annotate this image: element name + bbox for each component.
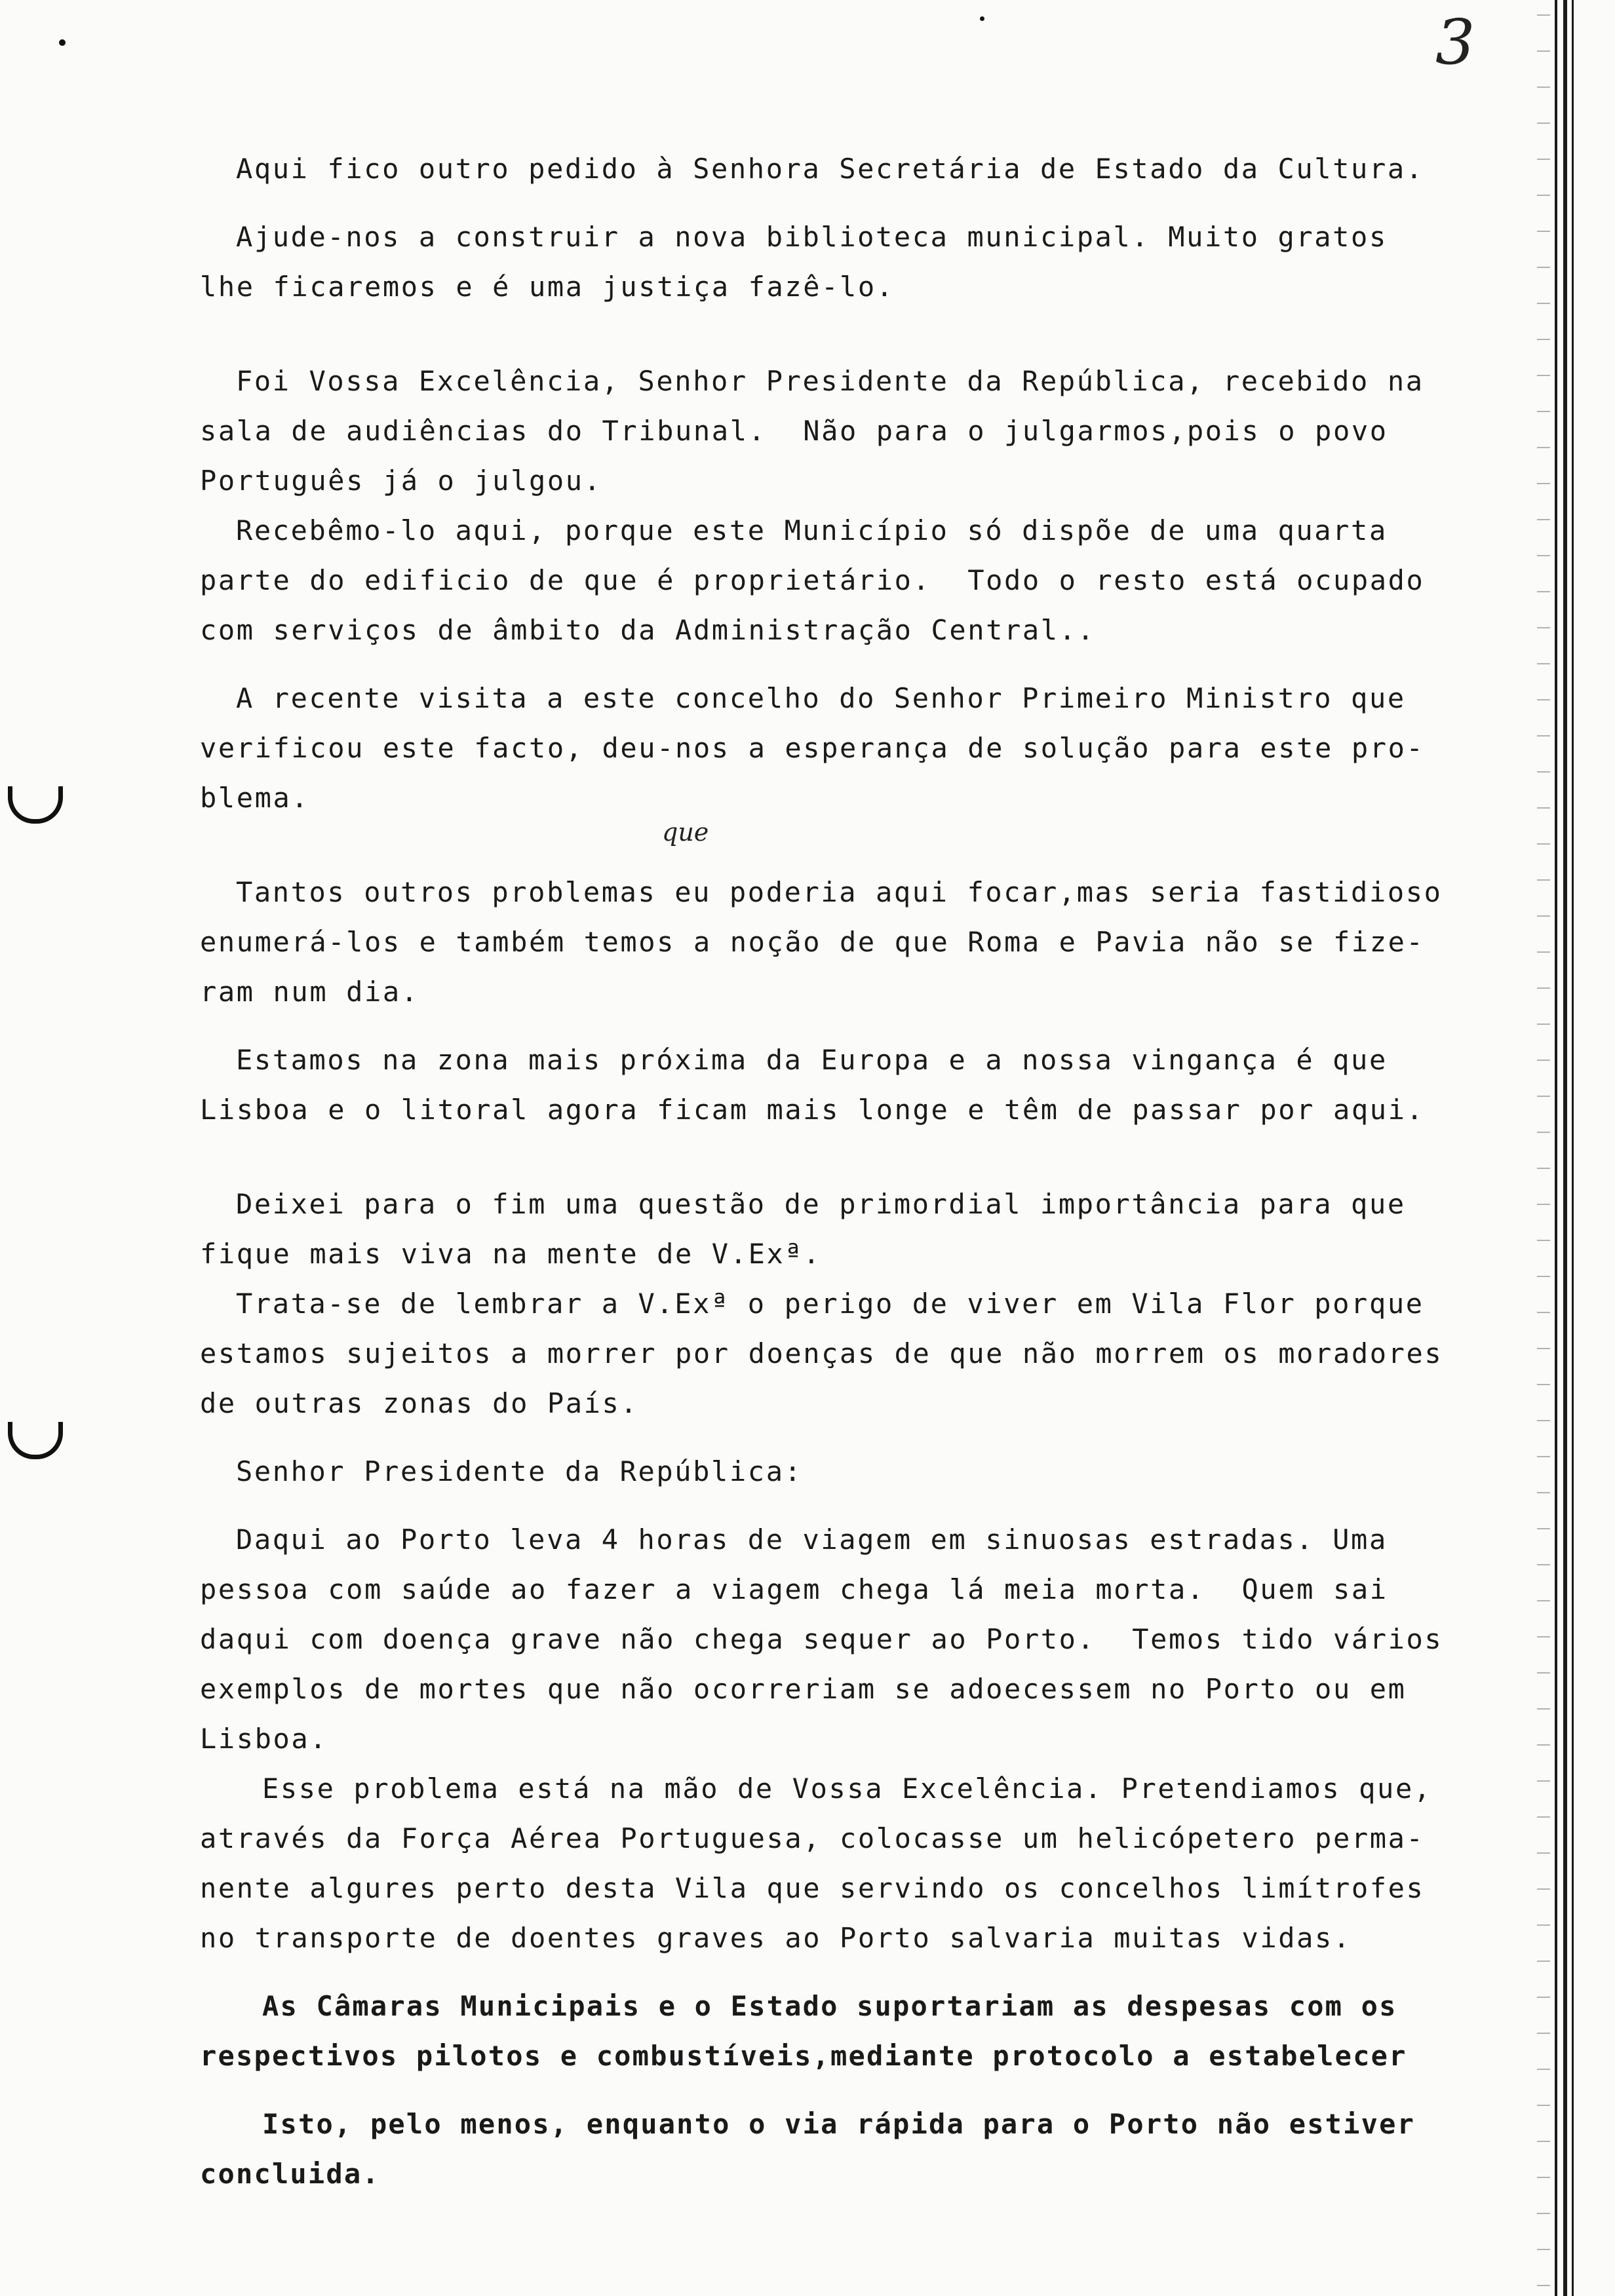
text-line: nente algures perto desta Vila que servindo os concelhos limítrofes: [200, 1872, 1425, 1904]
text-line: ram num dia.: [200, 976, 419, 1008]
text-line: exemplos de mortes que não ocorreriam se adoecessem no Porto ou em: [200, 1673, 1407, 1705]
text-line: Recebêmo-lo aqui, porque este Município só dispõe de uma quarta: [236, 514, 1388, 546]
paragraph: [200, 1035, 1557, 1135]
text-line: Trata-se de lembrar a V.Exª o perigo de viver em Vila Flor porque: [236, 1288, 1424, 1320]
text-line: pessoa com saúde ao fazer a viagem chega lá meia morta. Quem sai: [200, 1573, 1388, 1605]
handwritten-annotation: que: [662, 818, 709, 847]
paragraph: [200, 506, 1557, 655]
text-line: lhe ficaremos e é uma justiça fazê-lo.: [200, 271, 895, 303]
text-line: no transporte de doentes graves ao Porto salvaria muitas vidas.: [200, 1922, 1352, 1954]
text-line: Deixei para o fim uma questão de primordial importância para que: [236, 1188, 1406, 1220]
text-line: fique mais viva na mente de V.Exª.: [200, 1238, 822, 1270]
text-line: sala de audiências do Tribunal. Não para o julgarmos,pois o povo: [200, 415, 1388, 447]
text-line: Português já o julgou.: [200, 465, 602, 497]
paragraph: [200, 212, 1557, 312]
scan-speck: [59, 39, 66, 46]
paragraph: [200, 356, 1557, 506]
text-line: respectivos pilotos e combustíveis,mediante protocolo a estabelecer: [200, 2040, 1407, 2072]
text-line: Esse problema está na mão de Vossa Excelência. Pretendiamos que,: [262, 1772, 1432, 1805]
letter-body: [200, 144, 1557, 2217]
text-line: com serviços de âmbito da Administração Central..: [200, 614, 1096, 646]
paragraph: [200, 1515, 1557, 1764]
text-line: Senhor Presidente da República:: [236, 1455, 803, 1487]
text-line: daqui com doença grave não chega sequer ao Porto. Temos tido vários: [200, 1623, 1443, 1655]
text-line: Daqui ao Porto leva 4 horas de viagem em sinuosas estradas. Uma: [236, 1523, 1388, 1556]
paragraph: [200, 1179, 1557, 1279]
text-line: Lisboa.: [200, 1723, 328, 1755]
text-line: parte do edificio de que é proprietário. Todo o resto está ocupado: [200, 564, 1425, 596]
text-line: Lisboa e o litoral agora ficam mais longe e têm de passar por aqui.: [200, 1094, 1425, 1126]
scan-edge-line: [1572, 0, 1574, 2296]
text-line: de outras zonas do País.: [200, 1387, 639, 1419]
paragraph: [200, 1764, 1557, 1963]
text-line: Foi Vossa Excelência, Senhor Presidente da República, recebido na: [236, 365, 1424, 397]
paragraph: [200, 144, 1557, 194]
text-line: através da Força Aérea Portuguesa, colocasse um helicópetero perma-: [200, 1822, 1425, 1854]
paragraph: [200, 2099, 1557, 2199]
text-line: Estamos na zona mais próxima da Europa e a nossa vingança é que: [236, 1044, 1388, 1076]
text-line: Tantos outros problemas eu poderia aqui focar,mas seria fastidioso: [236, 876, 1443, 908]
punch-hole-bottom: [8, 1422, 63, 1459]
text-line: concluida.: [200, 2158, 380, 2190]
text-line: Isto, pelo menos, enquanto o via rápida para o Porto não estiver: [262, 2108, 1416, 2140]
text-line: estamos sujeitos a morrer por doenças de que não morrem os moradores: [200, 1337, 1443, 1369]
scan-edge-line: [1563, 0, 1567, 2296]
text-line: As Câmaras Municipais e o Estado suportariam as despesas com os: [262, 1990, 1397, 2022]
paragraph: [200, 1981, 1557, 2081]
text-line: blema.: [200, 782, 310, 814]
scan-speck: [980, 16, 984, 21]
paragraph: [200, 1447, 1557, 1497]
page-number: 3: [1435, 7, 1475, 79]
text-line: enumerá-los e também temos a noção de que Roma e Pavia não se fize-: [200, 926, 1425, 958]
text-line: Ajude-nos a construir a nova biblioteca municipal. Muito gratos: [236, 221, 1388, 253]
punch-hole-top: [8, 786, 63, 824]
paragraph: [200, 674, 1557, 823]
text-line: Aqui fico outro pedido à Senhora Secretária de Estado da Cultura.: [236, 153, 1424, 185]
paragraph: [200, 868, 1557, 1017]
text-line: A recente visita a este concelho do Senhor Primeiro Ministro que: [236, 682, 1406, 714]
paragraph: [200, 1279, 1557, 1428]
text-line: verificou este facto, deu-nos a esperança de solução para este pro-: [200, 732, 1425, 764]
